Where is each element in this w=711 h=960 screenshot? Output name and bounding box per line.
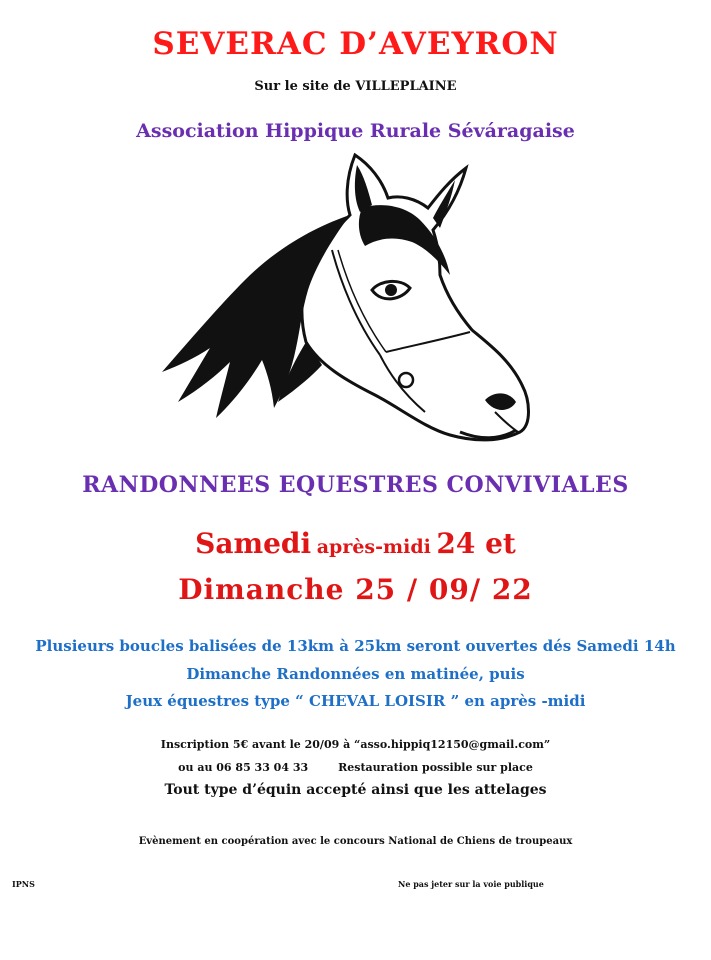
horse-head-icon bbox=[150, 150, 540, 460]
date-day-1: Samedi bbox=[195, 527, 312, 560]
contact-line bbox=[0, 761, 711, 774]
date-time-1: après-midi bbox=[316, 536, 431, 558]
date-number-1: 24 et bbox=[436, 527, 516, 560]
program-line-2: Dimanche Randonnées en matinée, puis bbox=[186, 665, 525, 683]
inscription-info: Inscription 5€ avant le 20/09 à “asso.hippiq12150@gmail.com” bbox=[160, 738, 551, 751]
event-title: RANDONNEES EQUESTRES CONVIVIALES bbox=[82, 472, 629, 498]
date-line-2: Dimanche 25 / 09/ 22 bbox=[178, 573, 533, 606]
program-line-1: Plusieurs boucles balisées de 13km à 25km seront ouvertes dés Samedi 14h bbox=[35, 637, 676, 655]
footer-ipns: IPNS bbox=[12, 879, 35, 889]
association-name: Association Hippique Rurale Séváragaise bbox=[136, 120, 575, 142]
phone-number: ou au 06 85 33 04 33 bbox=[178, 761, 309, 774]
date-line-1 bbox=[0, 527, 711, 560]
footer-notice: Ne pas jeter sur la voie publique bbox=[398, 879, 544, 889]
venue-subtitle: Sur le site de VILLEPLAINE bbox=[254, 79, 457, 94]
page-title: SEVERAC D’AVEYRON bbox=[152, 26, 559, 62]
restauration-note: Restauration possible sur place bbox=[338, 761, 533, 774]
equins-note: Tout type d’équin accepté ainsi que les attelages bbox=[164, 782, 547, 798]
cooperation-note: Evènement en coopération avec le concours National de Chiens de troupeaux bbox=[138, 836, 573, 847]
program-line-3: Jeux équestres type “ CHEVAL LOISIR ” en après -midi bbox=[125, 692, 586, 710]
